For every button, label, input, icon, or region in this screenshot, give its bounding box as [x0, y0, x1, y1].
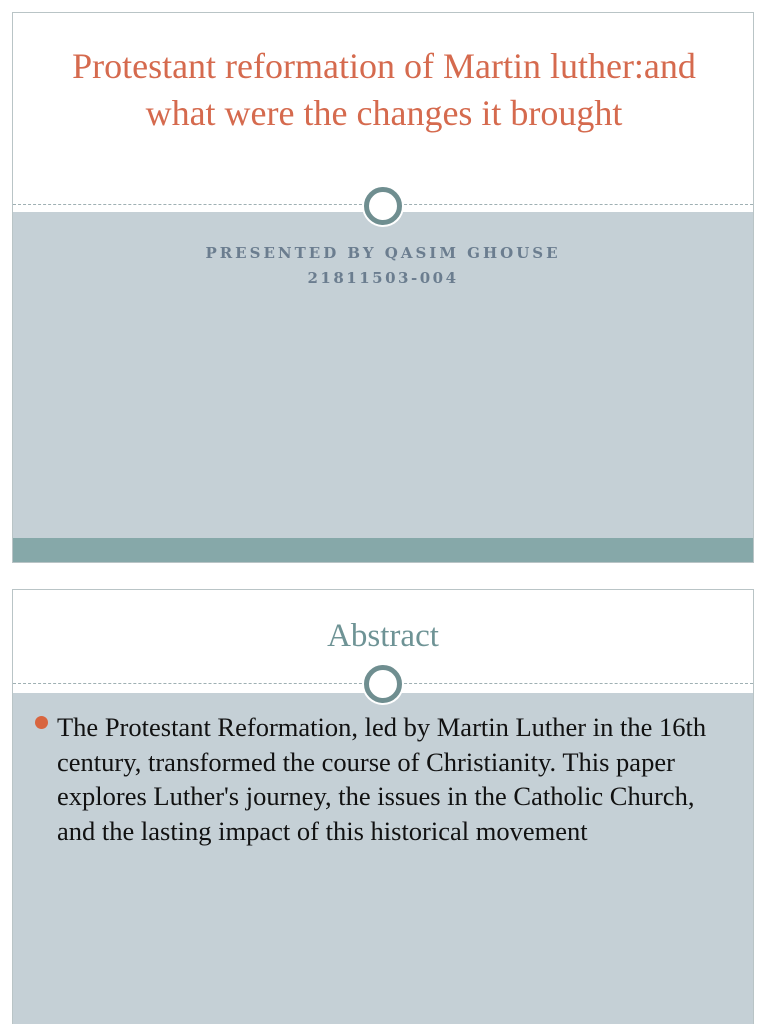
ring-ornament-icon — [364, 665, 402, 703]
title-slide-header — [13, 13, 753, 205]
list-item — [35, 710, 735, 848]
bullet-text: The Protestant Reformation, led by Martin Luther in the 16th century, transformed the course of Christianity. This paper explores Luther's journey, the issues in the Catholic Church, and the lasting impact of this historical movement — [57, 712, 707, 846]
presenter-info — [13, 241, 753, 291]
bullet-list — [35, 710, 735, 848]
title-slide — [12, 12, 754, 563]
abstract-slide — [12, 589, 754, 1024]
bullet-dot-icon — [35, 716, 48, 729]
presentation-title: Protestant reformation of Martin luther:and what were the changes it brought — [72, 46, 696, 133]
ring-ornament-icon — [364, 187, 402, 225]
student-id: 21811503-004 — [307, 269, 459, 287]
abstract-title: Abstract — [327, 618, 439, 654]
footer-band — [13, 538, 753, 563]
presenter-name: PRESENTED BY QASIM GHOUSE — [205, 244, 561, 262]
